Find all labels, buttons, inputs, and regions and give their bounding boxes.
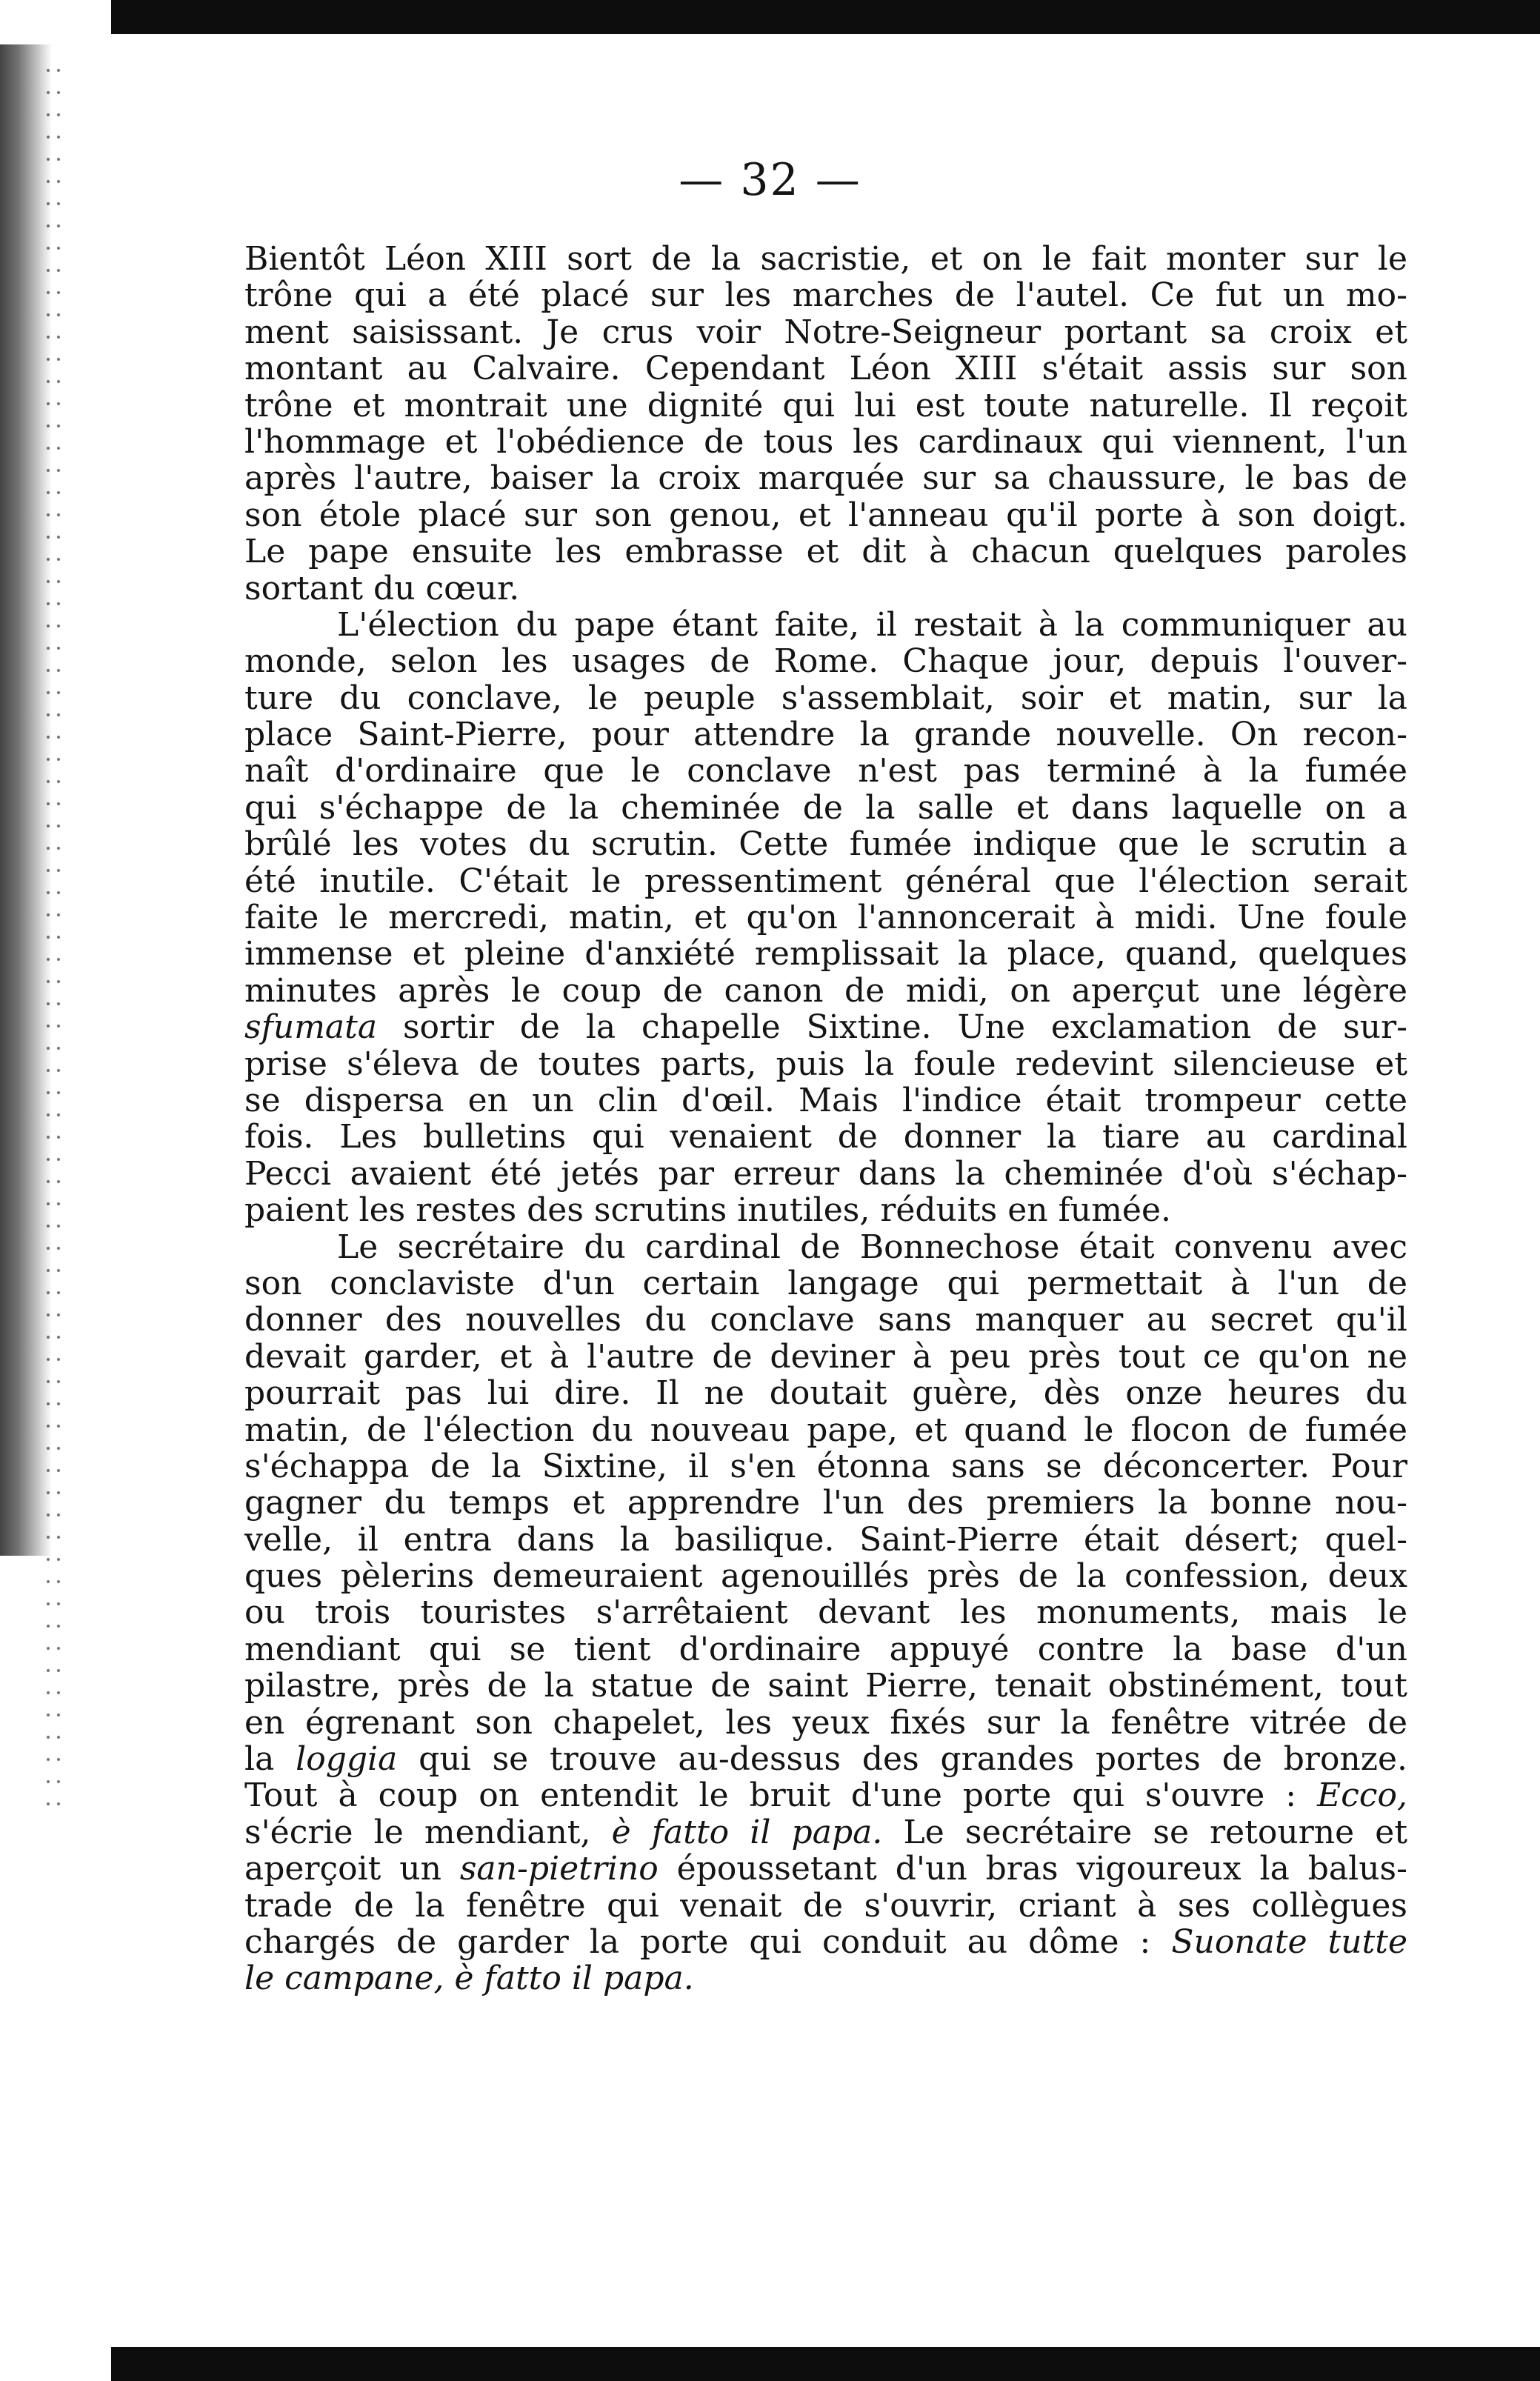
scan-bottom-border <box>111 2347 1540 2381</box>
text-segment: naît d'ordinaire que le conclave n'est pas terminé à la fumée <box>244 752 1407 790</box>
text-line <box>244 607 1407 643</box>
text-line <box>244 1082 1407 1119</box>
text-segment: Le pape ensuite les embrasse et dit à chacun quelques paroles <box>244 533 1407 571</box>
text-line <box>244 643 1407 679</box>
text-line <box>244 1888 1407 1924</box>
text-line <box>244 1412 1407 1448</box>
text-segment: aperçoit un <box>244 1850 460 1888</box>
scan-top-border <box>111 0 1540 34</box>
text-segment: l'hommage et l'obédience de tous les cardinaux qui viennent, l'un <box>244 422 1407 461</box>
text-line <box>244 424 1407 460</box>
text-segment: ture du conclave, le peuple s'assemblait, soir et matin, sur la <box>244 679 1407 717</box>
text-segment: mendiant qui se tient d'ordinaire appuyé contre la base d'un <box>244 1630 1407 1668</box>
text-line <box>244 570 1407 607</box>
text-line <box>244 1375 1407 1411</box>
text-segment: pourrait pas lui dire. Il ne doutait guère, dès onze heures du <box>244 1374 1407 1413</box>
italic-phrase: è fatto il papa. <box>611 1813 883 1851</box>
italic-phrase: le campane, è fatto il papa. <box>244 1959 694 1998</box>
text-line <box>244 1156 1407 1192</box>
text-segment: brûlé les votes du scrutin. Cette fumée indique que le scrutin a <box>244 825 1407 864</box>
italic-phrase: loggia <box>296 1740 398 1779</box>
text-line <box>244 1192 1407 1228</box>
text-line <box>244 753 1407 789</box>
text-line <box>244 973 1407 1009</box>
text-segment: après l'autre, baiser la croix marquée sur sa chaussure, le bas de <box>244 459 1407 498</box>
text-segment: ou trois touristes s'arrêtaient devant les monuments, mais le <box>244 1594 1407 1632</box>
text-line <box>244 1814 1407 1851</box>
text-segment: son conclaviste d'un certain langage qui permettait à l'un de <box>244 1264 1407 1302</box>
text-segment: gagner du temps et apprendre l'un des premiers la bonne nou- <box>244 1484 1407 1522</box>
text-segment: époussetant d'un bras vigoureux la balus- <box>658 1850 1407 1888</box>
text-line <box>244 1631 1407 1668</box>
text-segment: son étole placé sur son genou, et l'anneau qu'il porte à son doigt. <box>244 496 1407 534</box>
text-line <box>244 1668 1407 1704</box>
text-segment: s'échappa de la Sixtine, il s'en étonna sans se déconcerter. Pour <box>244 1447 1407 1485</box>
text-segment: trône et montrait une dignité qui lui est toute naturelle. Il reçoit <box>244 386 1407 424</box>
body-text <box>244 241 1407 1997</box>
italic-phrase: Ecco, <box>1317 1776 1407 1815</box>
text-line <box>244 716 1407 753</box>
page-number: — 32 — <box>679 154 861 206</box>
text-line <box>244 241 1407 277</box>
text-line <box>244 277 1407 313</box>
text-segment: trône qui a été placé sur les marches de l'autel. Ce fut un mo- <box>244 276 1407 315</box>
text-line <box>244 1522 1407 1558</box>
text-segment: qui se trouve au-dessus des grandes portes de bronze. <box>397 1740 1407 1779</box>
text-line <box>244 1924 1407 1960</box>
text-line <box>244 680 1407 716</box>
text-segment: L'élection du pape étant faite, il restait à la communiquer au <box>337 605 1407 644</box>
text-line <box>244 1339 1407 1375</box>
text-line <box>244 1777 1407 1814</box>
scan-left-binding-marks <box>43 59 65 1822</box>
text-segment: Tout à coup on entendit le bruit d'une porte qui s'ouvre : <box>244 1776 1318 1815</box>
text-line <box>244 1229 1407 1265</box>
text-line <box>244 314 1407 350</box>
text-segment: Le secrétaire du cardinal de Bonnechose était convenu avec <box>337 1228 1407 1266</box>
text-line <box>244 1851 1407 1887</box>
paragraph <box>244 607 1407 1229</box>
italic-phrase: sfumata <box>244 1008 378 1047</box>
text-segment: paient les restes des scrutins inutiles, réduits en fumée. <box>244 1191 1171 1230</box>
text-line <box>244 1119 1407 1155</box>
text-line <box>244 863 1407 899</box>
text-line <box>244 790 1407 826</box>
text-segment: prise s'éleva de toutes parts, puis la foule redevint silencieuse et <box>244 1045 1407 1083</box>
text-segment: devait garder, et à l'autre de deviner à peu près tout ce qu'on ne <box>244 1337 1407 1376</box>
text-line <box>244 1705 1407 1741</box>
italic-phrase: san-pietrino <box>459 1850 659 1888</box>
paragraph <box>244 241 1407 607</box>
text-segment: Le secrétaire se retourne et <box>882 1813 1407 1851</box>
text-line <box>244 1265 1407 1302</box>
italic-phrase: Suonate tutte <box>1171 1922 1408 1961</box>
text-line <box>244 1009 1407 1045</box>
text-segment: sortant du cœur. <box>244 569 520 607</box>
text-segment: été inutile. C'était le pressentiment général que l'élection serait <box>244 862 1407 900</box>
text-line <box>244 1594 1407 1631</box>
text-line <box>244 1558 1407 1594</box>
text-line <box>244 936 1407 972</box>
text-line <box>244 1302 1407 1338</box>
text-segment: place Saint-Pierre, pour attendre la grande nouvelle. On recon- <box>244 716 1407 754</box>
text-line <box>244 1960 1407 1997</box>
text-segment: montant au Calvaire. Cependant Léon XIII s'était assis sur son <box>244 350 1407 388</box>
text-segment: immense et pleine d'anxiété remplissait la place, quand, quelques <box>244 935 1407 973</box>
text-segment: matin, de l'élection du nouveau pape, et quand le flocon de fumée <box>244 1411 1407 1449</box>
paragraph <box>244 1229 1407 1997</box>
text-segment: chargés de garder la porte qui conduit au dôme : <box>244 1922 1172 1961</box>
text-line <box>244 1741 1407 1777</box>
text-segment: qui s'échappe de la cheminée de la salle et dans laquelle on a <box>244 788 1407 827</box>
text-segment: minutes après le coup de canon de midi, on aperçut une légère <box>244 971 1407 1010</box>
text-line <box>244 1485 1407 1521</box>
text-segment: se dispersa en un clin d'œil. Mais l'indice était trompeur cette <box>244 1081 1407 1119</box>
text-line <box>244 350 1407 387</box>
text-segment: ment saisissant. Je crus voir Notre-Seigneur portant sa croix et <box>244 313 1407 351</box>
text-segment: velle, il entra dans la basilique. Saint-Pierre était désert; quel- <box>244 1520 1407 1559</box>
text-line <box>244 1448 1407 1485</box>
text-segment: ques pèlerins demeuraient agenouillés près de la confession, deux <box>244 1557 1407 1596</box>
text-segment: s'écrie le mendiant, <box>244 1813 612 1851</box>
text-line <box>244 533 1407 570</box>
text-segment: sortir de la chapelle Sixtine. Une exclamation de sur- <box>377 1008 1407 1047</box>
text-line <box>244 387 1407 424</box>
text-line <box>244 460 1407 496</box>
text-segment: monde, selon les usages de Rome. Chaque jour, depuis l'ouver- <box>244 642 1407 681</box>
text-segment: donner des nouvelles du conclave sans manquer au secret qu'il <box>244 1301 1407 1339</box>
text-segment: la <box>244 1740 296 1779</box>
text-segment: pilastre, près de la statue de saint Pierre, tenait obstinément, tout <box>244 1667 1407 1705</box>
text-line <box>244 826 1407 862</box>
text-segment: en égrenant son chapelet, les yeux fixés sur la fenêtre vitrée de <box>244 1703 1407 1742</box>
text-segment: faite le mercredi, matin, et qu'on l'annoncerait à midi. Une foule <box>244 899 1407 937</box>
text-line <box>244 899 1407 936</box>
text-segment: Pecci avaient été jetés par erreur dans la cheminée d'où s'échap- <box>244 1154 1407 1193</box>
text-segment: trade de la fenêtre qui venait de s'ouvrir, criant à ses collègues <box>244 1886 1407 1925</box>
text-line <box>244 497 1407 533</box>
text-segment: Bientôt Léon XIII sort de la sacristie, et on le fait monter sur le <box>244 240 1407 278</box>
text-segment: fois. Les bulletins qui venaient de donner la tiare au cardinal <box>244 1118 1407 1156</box>
text-line <box>244 1046 1407 1082</box>
